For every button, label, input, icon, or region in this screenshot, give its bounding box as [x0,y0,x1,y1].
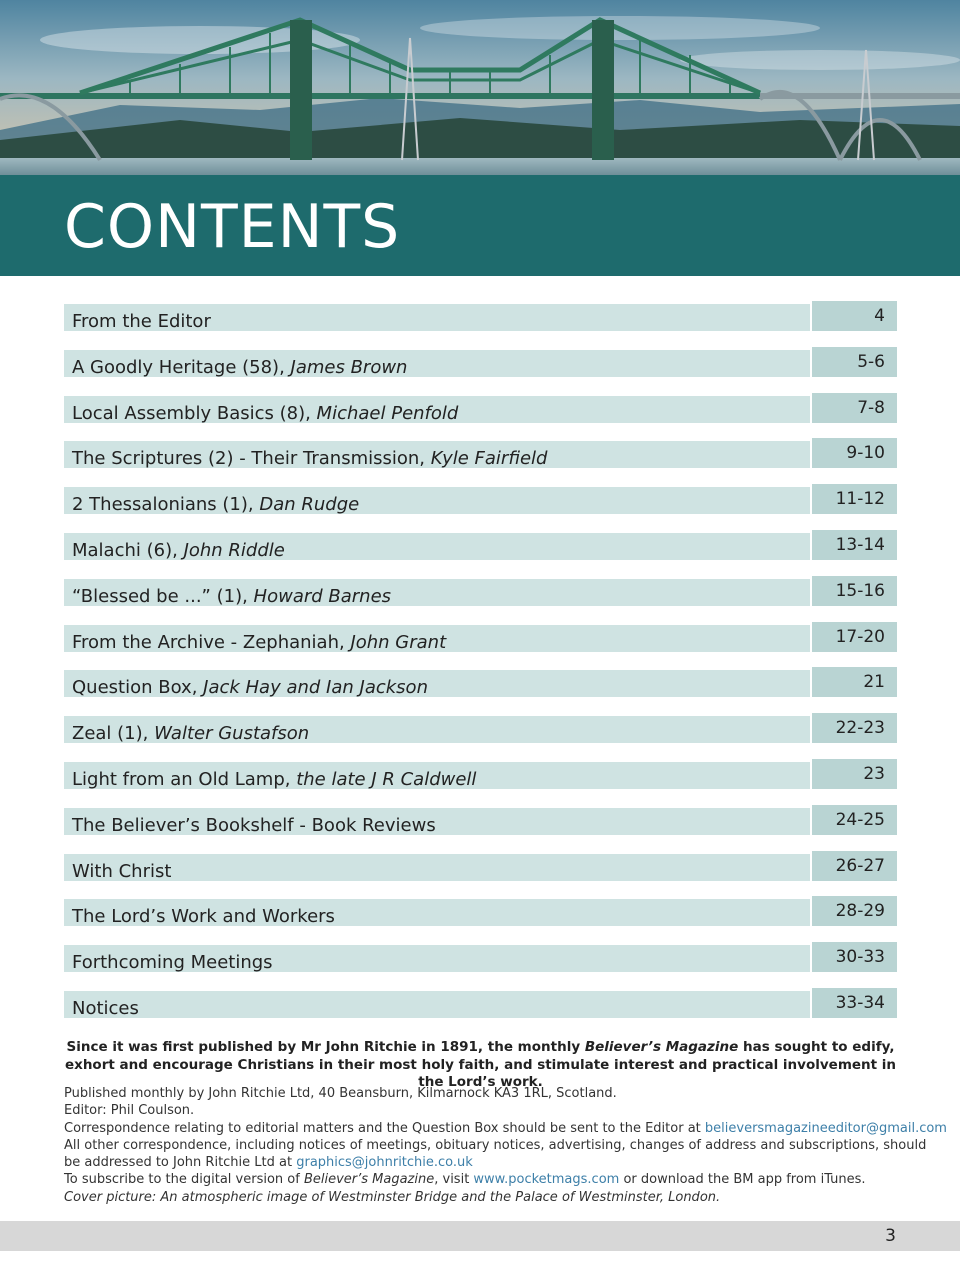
toc-entry-title [64,487,810,514]
toc-page-number: 9-10 [812,438,897,468]
toc-author: Howard Barnes [253,585,392,606]
toc-page-number: 11-12 [812,484,897,514]
intro-text-1: Since it was first published by Mr John Ritchie in 1891, the monthly [66,1039,585,1055]
toc-row[interactable] [64,713,897,743]
toc-page-number: 17-20 [812,622,897,652]
toc-page-number: 26-27 [812,851,897,881]
toc-row[interactable] [64,759,897,789]
page-title: CONTENTS [64,192,401,262]
correspondence-text: Correspondence relating to editorial matters and the Question Box should be sent to the Editor at [64,1120,705,1136]
toc-row[interactable] [64,530,897,560]
toc-title-text: The Lord’s Work and Workers [72,906,335,927]
toc-entry-title [64,441,810,468]
toc-row[interactable] [64,393,897,423]
toc-entry-title [64,579,810,606]
toc-entry-title [64,350,810,377]
toc-entry-title [64,945,810,972]
toc-row[interactable] [64,484,897,514]
toc-entry-title [64,762,810,789]
toc-row[interactable] [64,347,897,377]
toc-title-text: Malachi (6), [72,539,184,560]
toc-entry-title [64,396,810,423]
subscribe-magazine-name: Believer’s Magazine [303,1172,435,1188]
subscribe-text-2: , visit [434,1172,474,1188]
intro-magazine-name: Believer’s Magazine [584,1039,739,1055]
toc-entry-title [64,899,810,926]
toc-row[interactable] [64,805,897,835]
toc-title-text: Question Box, [72,677,204,698]
toc-row[interactable] [64,988,897,1018]
toc-title-text: Local Assembly Basics (8), [72,402,317,423]
toc-entry-title [64,625,810,652]
toc-title-text: With Christ [72,860,172,881]
toc-author: Kyle Fairfield [430,448,548,469]
toc-row[interactable] [64,576,897,606]
toc-row[interactable] [64,896,897,926]
toc-title-text: Light from an Old Lamp, [72,768,297,789]
pocketmags-link[interactable]: www.pocketmags.com [473,1172,620,1188]
cover-photo [0,0,960,175]
toc-row[interactable] [64,942,897,972]
other-correspondence-line: All other correspondence, including notices of meetings, obituary notices, advertising, changes of address and subscriptions, should [64,1137,927,1153]
toc-page-number: 23 [812,759,897,789]
toc-row[interactable] [64,438,897,468]
address-line [64,1154,904,1171]
toc-author: Michael Penfold [316,402,459,423]
toc-page-number: 28-29 [812,896,897,926]
toc-entry-title [64,304,810,331]
toc-row[interactable] [64,622,897,652]
table-of-contents [64,301,897,1034]
contents-banner [0,175,960,276]
toc-entry-title [64,716,810,743]
address-text: be addressed to John Ritchie Ltd at [64,1155,297,1171]
toc-title-text: From the Editor [72,311,211,331]
toc-page-number: 21 [812,667,897,697]
toc-page-number: 30-33 [812,942,897,972]
toc-entry-title [64,533,810,560]
toc-row[interactable] [64,851,897,881]
toc-title-text: A Goodly Heritage (58), [72,356,291,377]
toc-author: Dan Rudge [259,494,360,515]
toc-page-number: 13-14 [812,530,897,560]
toc-row[interactable] [64,667,897,697]
toc-page-number: 15-16 [812,576,897,606]
toc-entry-title [64,808,810,835]
toc-author: John Riddle [183,539,285,560]
toc-entry-title [64,854,810,881]
toc-title-text: Zeal (1), [72,723,155,744]
toc-page-number: 22-23 [812,713,897,743]
toc-title-text: Notices [72,997,139,1018]
toc-title-text: The Scriptures (2) - Their Transmission, [72,448,431,469]
toc-row[interactable] [64,301,897,331]
toc-title-text: “Blessed be ...” (1), [72,585,254,606]
toc-entry-title [64,991,810,1018]
toc-entry-title [64,670,810,697]
toc-page-number: 24-25 [812,805,897,835]
subscribe-text-1: To subscribe to the digital version of [64,1172,304,1188]
magazine-intro [64,1039,897,1092]
subscribe-line [64,1171,904,1188]
toc-author: Jack Hay and Ian Jackson [203,677,428,698]
toc-page-number: 33-34 [812,988,897,1018]
editor-email-link[interactable]: believersmagazineeditor@gmail.com [704,1120,947,1136]
page-footer [0,1221,960,1251]
toc-author: James Brown [290,356,408,377]
graphics-email-link[interactable]: graphics@johnritchie.co.uk [296,1155,473,1171]
toc-title-text: 2 Thessalonians (1), [72,494,260,515]
toc-page-number: 5-6 [812,347,897,377]
toc-page-number: 4 [812,301,897,331]
correspondence-line [64,1120,947,1137]
toc-title-text: From the Archive - Zephaniah, [72,631,351,652]
subscribe-text-3: or download the BM app from iTunes. [619,1172,866,1188]
page-number: 3 [885,1226,896,1246]
toc-page-number: 7-8 [812,393,897,423]
cover-caption: Cover picture: An atmospheric image of Westminster Bridge and the Palace of Westminster, London. [64,1189,721,1205]
toc-title-text: The Believer’s Bookshelf - Book Reviews [72,814,436,835]
toc-title-text: Forthcoming Meetings [72,952,273,973]
toc-author: the late J R Caldwell [296,768,477,789]
intro-text-2: has sought to edify, exhort and encourage Christians in their most holy faith, and stimulate interest and practical involvement in the Lord’s work. [64,1039,897,1090]
editor-line: Editor: Phil Coulson. [64,1103,195,1119]
toc-author: John Grant [350,631,447,652]
publication-credits [64,1085,947,1206]
publisher-line: Published monthly by John Ritchie Ltd, 40 Beansburn, Kilmarnock KA3 1RL, Scotland. [64,1086,617,1101]
toc-author: Walter Gustafson [154,723,310,744]
bridge-illustration [0,0,960,175]
